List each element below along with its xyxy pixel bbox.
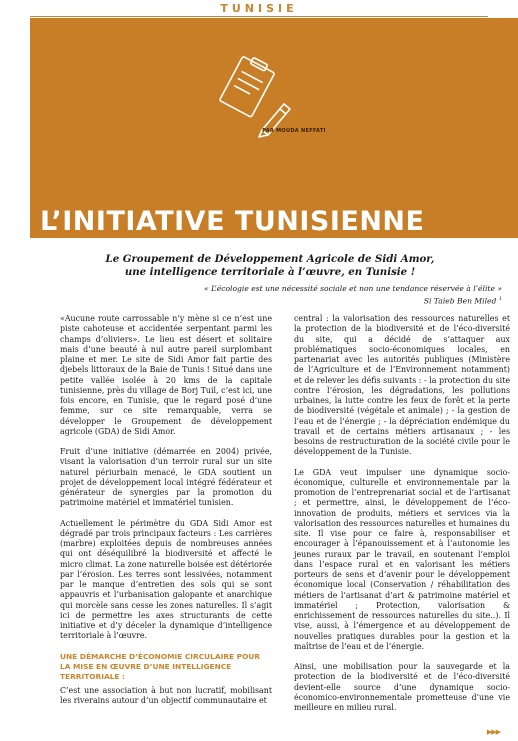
right-paragraph-2: Le GDA veut impulser une dynamique socio-économique, culturelle et environnementale par la promotion de l’entreprenariat social et de l’artisanat ; et permettre, ainsi, le développement de l’éco-innovation de produits, métiers et services via la valorisation des ressources naturelles et humaines du site. Il vise pour ce faire à, responsabiliser et encourager à l’épanouissement et à l’autonomie les jeunes ruraux par le travail, en soutenant l’emploi dans l’espace rural et en valorisant les métiers porteurs de sens et d’avenir pour le développement économique local (Conservation / réhabilitation des métiers de l’artisanat d’art & patrimoine matériel et immatériel ; Protection, valorisation & enrichissement de ressources naturelles du site..). Il vise, aussi, à l’émergence et au développement de nouvelles pratiques durables pour la gestion et la maîtrise de l’eau et de l’énergie. <box>294 467 511 651</box>
clipboard-pen-icon <box>206 48 296 138</box>
quote-text: « L’écologie est une nécessité sociale et non une tendance réservée à l’élite » <box>204 284 502 293</box>
section-label: TUNISIE <box>220 2 298 15</box>
quote-attribution <box>62 294 502 307</box>
right-paragraph-3: Ainsi, une mobilisation pour la sauvegarde et la protection de la biodiversité et de l’éco-diversité devient-elle source d’une dynamique socio-économico-environnementale prometteuse d’une vie meilleure en milieu rural. <box>294 662 510 712</box>
right-column <box>294 314 510 723</box>
left-paragraph-3: Actuellement le périmètre du GDA Sidi Amor est dégradé par trois principaux facteurs : Les carrières (marbre) exploitées depuis de nombreuses années qui ont déséquilibré la biodiversité et affecté le micro climat. La zone naturelle boisée est détériorée par l’érosion. Les terres sont lessivées, notamment par le manque d’entretien des sols qui se sont appauvris et l’urbanisation galopante et anarchique qui morcèle sans cesse les zones naturelles. Il s’agit ici de permettre les axes structurants de cette initiative et d’y déceler la dynamique d’intelligence territoriale à l’œuvre. <box>60 518 272 641</box>
header-rule <box>30 16 488 17</box>
left-paragraph-4: C’est une association à but non lucratif, mobilisant les riverains autour d’un objectif communautaire et <box>60 685 272 705</box>
right-paragraph-1: central : la valorisation des ressources naturelles et la protection de la biodiversité et de l’éco-diversité du site, qui a décidé de s’attaquer aux problématiques socio-économiques locales, en partenariat avec les autorités publiques (Ministère de l’Agriculture et de l’Environnement notamment) et de relever les défis suivants : - la protection du site contre l’érosion, les dégradations, les pollutions urbaines, la lutte contre les feux de forêt et la perte de biodiversité (végétale et animale) ; - la gestion de l’eau et de l’énergie ; - la dépréciation endémique du travail et de certains métiers artisanaux ; - les besoins de restructuration de la société civile pour le développement de la Tunisie. <box>294 314 510 457</box>
subtitle-line-2: une intelligence territoriale à l’œuvre, en Tunisie ! <box>124 266 416 278</box>
page-header <box>0 0 518 18</box>
subtitle-line-1: Le Groupement de Développement Agricole de Sidi Amor, <box>105 253 435 265</box>
title-banner <box>30 18 518 238</box>
quote-author: Si Taieb Ben Miled <box>423 296 497 306</box>
epigraph-quote <box>62 284 502 307</box>
main-title: L’INITIATIVE TUNISIENNE <box>40 206 425 237</box>
left-column <box>60 314 272 716</box>
continue-arrows-icon: ▶▶▶ <box>486 728 500 736</box>
quote-footnote: 1 <box>498 296 502 302</box>
byline: PAR MOUDA NEFFATI <box>262 128 326 134</box>
left-paragraph-1: «Aucune route carrossable n’y mène si ce n’est une piste cahoteuse et accidentée serpentant parmi les champs d’oliviers». Le lieu est désert et solitaire mais d’une beauté à nul autre pareil surplombant plaine et mer. Le site de Sidi Amor fait partie des djebels littoraux de la Baie de Tunis ! Situé dans une petite vallée isolée à 20 kms de la capitale tunisienne, près du village de Borj Tuil, c’est ici, une fois encore, en Tunisie, que le regard posé d’une femme, sur ce site remarquable, verra se développer le Groupement de développement agricole (GDA) de Sidi Amor. <box>60 314 272 436</box>
subtitle <box>90 253 450 279</box>
left-paragraph-2: Fruit d’une initiative (démarrée en 2004) privée, visant la valorisation d’un terroir rural sur un site naturel périurbain menacé, le GDA soutient un projet de développement local intégré fédérateur et générateur de synergies par la promotion du patrimoine matériel et immatériel tunisien. <box>60 447 272 508</box>
section-heading: UNE DÉMARCHE D’ÉCONOMIE CIRCULAIRE POUR LA MISE EN ŒUVRE D’UNE INTELLIGENCE TERRITORIALE : <box>60 651 261 681</box>
